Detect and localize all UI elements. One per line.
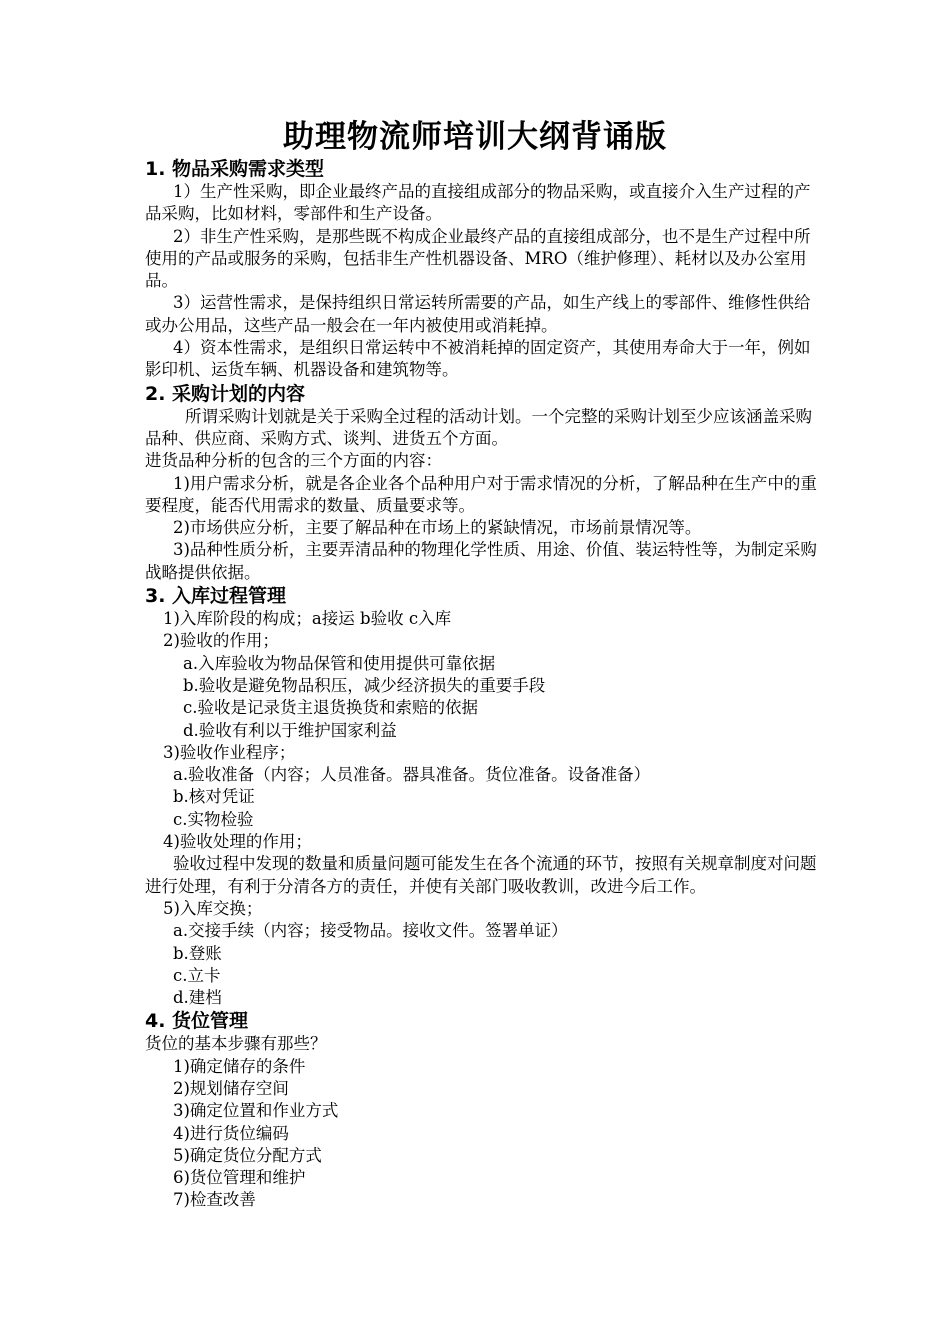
section-2-item-3: 3)品种性质分析，主要弄清品种的物理化学性质、用途、价值、装运特性等，为制定采购战略提供依据。 (145, 540, 817, 582)
section-1-item-2: 2）非生产性采购，是那些既不构成企业最终产品的直接组成部分，也不是生产过程中所使用的产品或服务的采购，包括非生产性机器设备、MRO（维护修理）、耗材以及办公室用品。 (145, 226, 811, 291)
section-2-item-2: 2)市场供应分析，主要了解品种在市场上的紧缺情况，市场前景情况等。 (173, 518, 702, 538)
document-body (145, 157, 825, 1212)
section-3-step-2-item-a: a.入库验收为物品保管和使用提供可靠依据 (183, 653, 496, 673)
document-title: 助理物流师培训大纲背诵版 (283, 119, 667, 155)
section-1-item-3: 3）运营性需求，是保持组织日常运转所需要的产品，如生产线上的零部件、维修性供给或办公用品，这些产品一般会在一年内被使用或消耗掉。 (145, 293, 811, 335)
section-3-step-1: 1)入库阶段的构成；a接运 b验收 c入库 (163, 609, 452, 629)
section-3-step-3: 3)验收作业程序； (163, 742, 296, 762)
section-4-item-2: 2)规划储存空间 (173, 1078, 289, 1098)
section-2-intro: 所谓采购计划就是关于采购全过程的活动计划。一个完整的采购计划至少应该涵盖采购品种、供应商、采购方式、谈判、进货五个方面。 (145, 406, 812, 448)
section-3-step-5-item-d: d.建档 (173, 988, 222, 1008)
section-2-heading: 2. 采购计划的内容 (145, 382, 306, 405)
section-3-step-3-item-b: b.核对凭证 (173, 787, 255, 807)
section-3-step-5-item-c: c.立卡 (173, 965, 221, 985)
section-3-step-2-item-b: b.验收是避免物品积压，减少经济损失的重要手段 (183, 675, 546, 695)
section-4-item-1: 1)确定储存的条件 (173, 1056, 306, 1076)
section-3-step-4-text: 验收过程中发现的数量和质量问题可能发生在各个流通的环节，按照有关规章制度对问题进行处理，有利于分清各方的责任，并使有关部门吸收教训，改进今后工作。 (145, 854, 817, 896)
section-3-step-5: 5)入库交换； (163, 898, 263, 918)
section-4-item-7: 7)检查改善 (173, 1190, 256, 1210)
section-1-heading: 1. 物品采购需求类型 (145, 158, 325, 180)
section-4-item-3: 3)确定位置和作业方式 (173, 1101, 339, 1121)
section-2-item-1: 1)用户需求分析，就是各企业各个品种用户对于需求情况的分析，了解品种在生产中的重要程度，能否代用需求的数量、质量要求等。 (145, 473, 817, 515)
section-3-step-3-item-c: c.实物检验 (173, 809, 254, 829)
section-3-step-2-item-d: d.验收有利以于维护国家利益 (183, 720, 397, 740)
section-4-item-6: 6)货位管理和维护 (173, 1168, 306, 1188)
section-3-step-5-item-b: b.登账 (173, 943, 222, 963)
section-2-subheading: 进货品种分析的包含的三个方面的内容： (145, 451, 442, 471)
section-3-step-2: 2)验收的作用； (163, 631, 279, 651)
section-4-item-4: 4)进行货位编码 (173, 1123, 289, 1143)
section-4-heading: 4. 货位管理 (145, 1010, 249, 1033)
section-3-step-5-item-a: a.交接手续（内容；接受物品。接收文件。签署单证） (173, 921, 568, 941)
section-1-item-4: 4）资本性需求，是组织日常运转中不被消耗掉的固定资产，其使用寿命大于一年，例如影印机、运货车辆、机器设备和建筑物等。 (145, 338, 811, 380)
section-1-item-1: 1）生产性采购，即企业最终产品的直接组成部分的物品采购，或直接介入生产过程的产品采购，比如材料，零部件和生产设备。 (145, 182, 811, 224)
section-3-step-4: 4)验收处理的作用； (163, 832, 312, 852)
section-4-item-5: 5)确定货位分配方式 (173, 1145, 322, 1165)
section-4-subheading: 货位的基本步骤有那些？ (145, 1034, 327, 1054)
section-3-step-2-item-c: c.验收是记录货主退货换货和索赔的依据 (183, 698, 478, 718)
section-3-heading: 3. 入库过程管理 (145, 585, 287, 608)
section-3-step-3-item-a: a.验收准备（内容；人员准备。器具准备。货位准备。设备准备） (173, 765, 651, 785)
